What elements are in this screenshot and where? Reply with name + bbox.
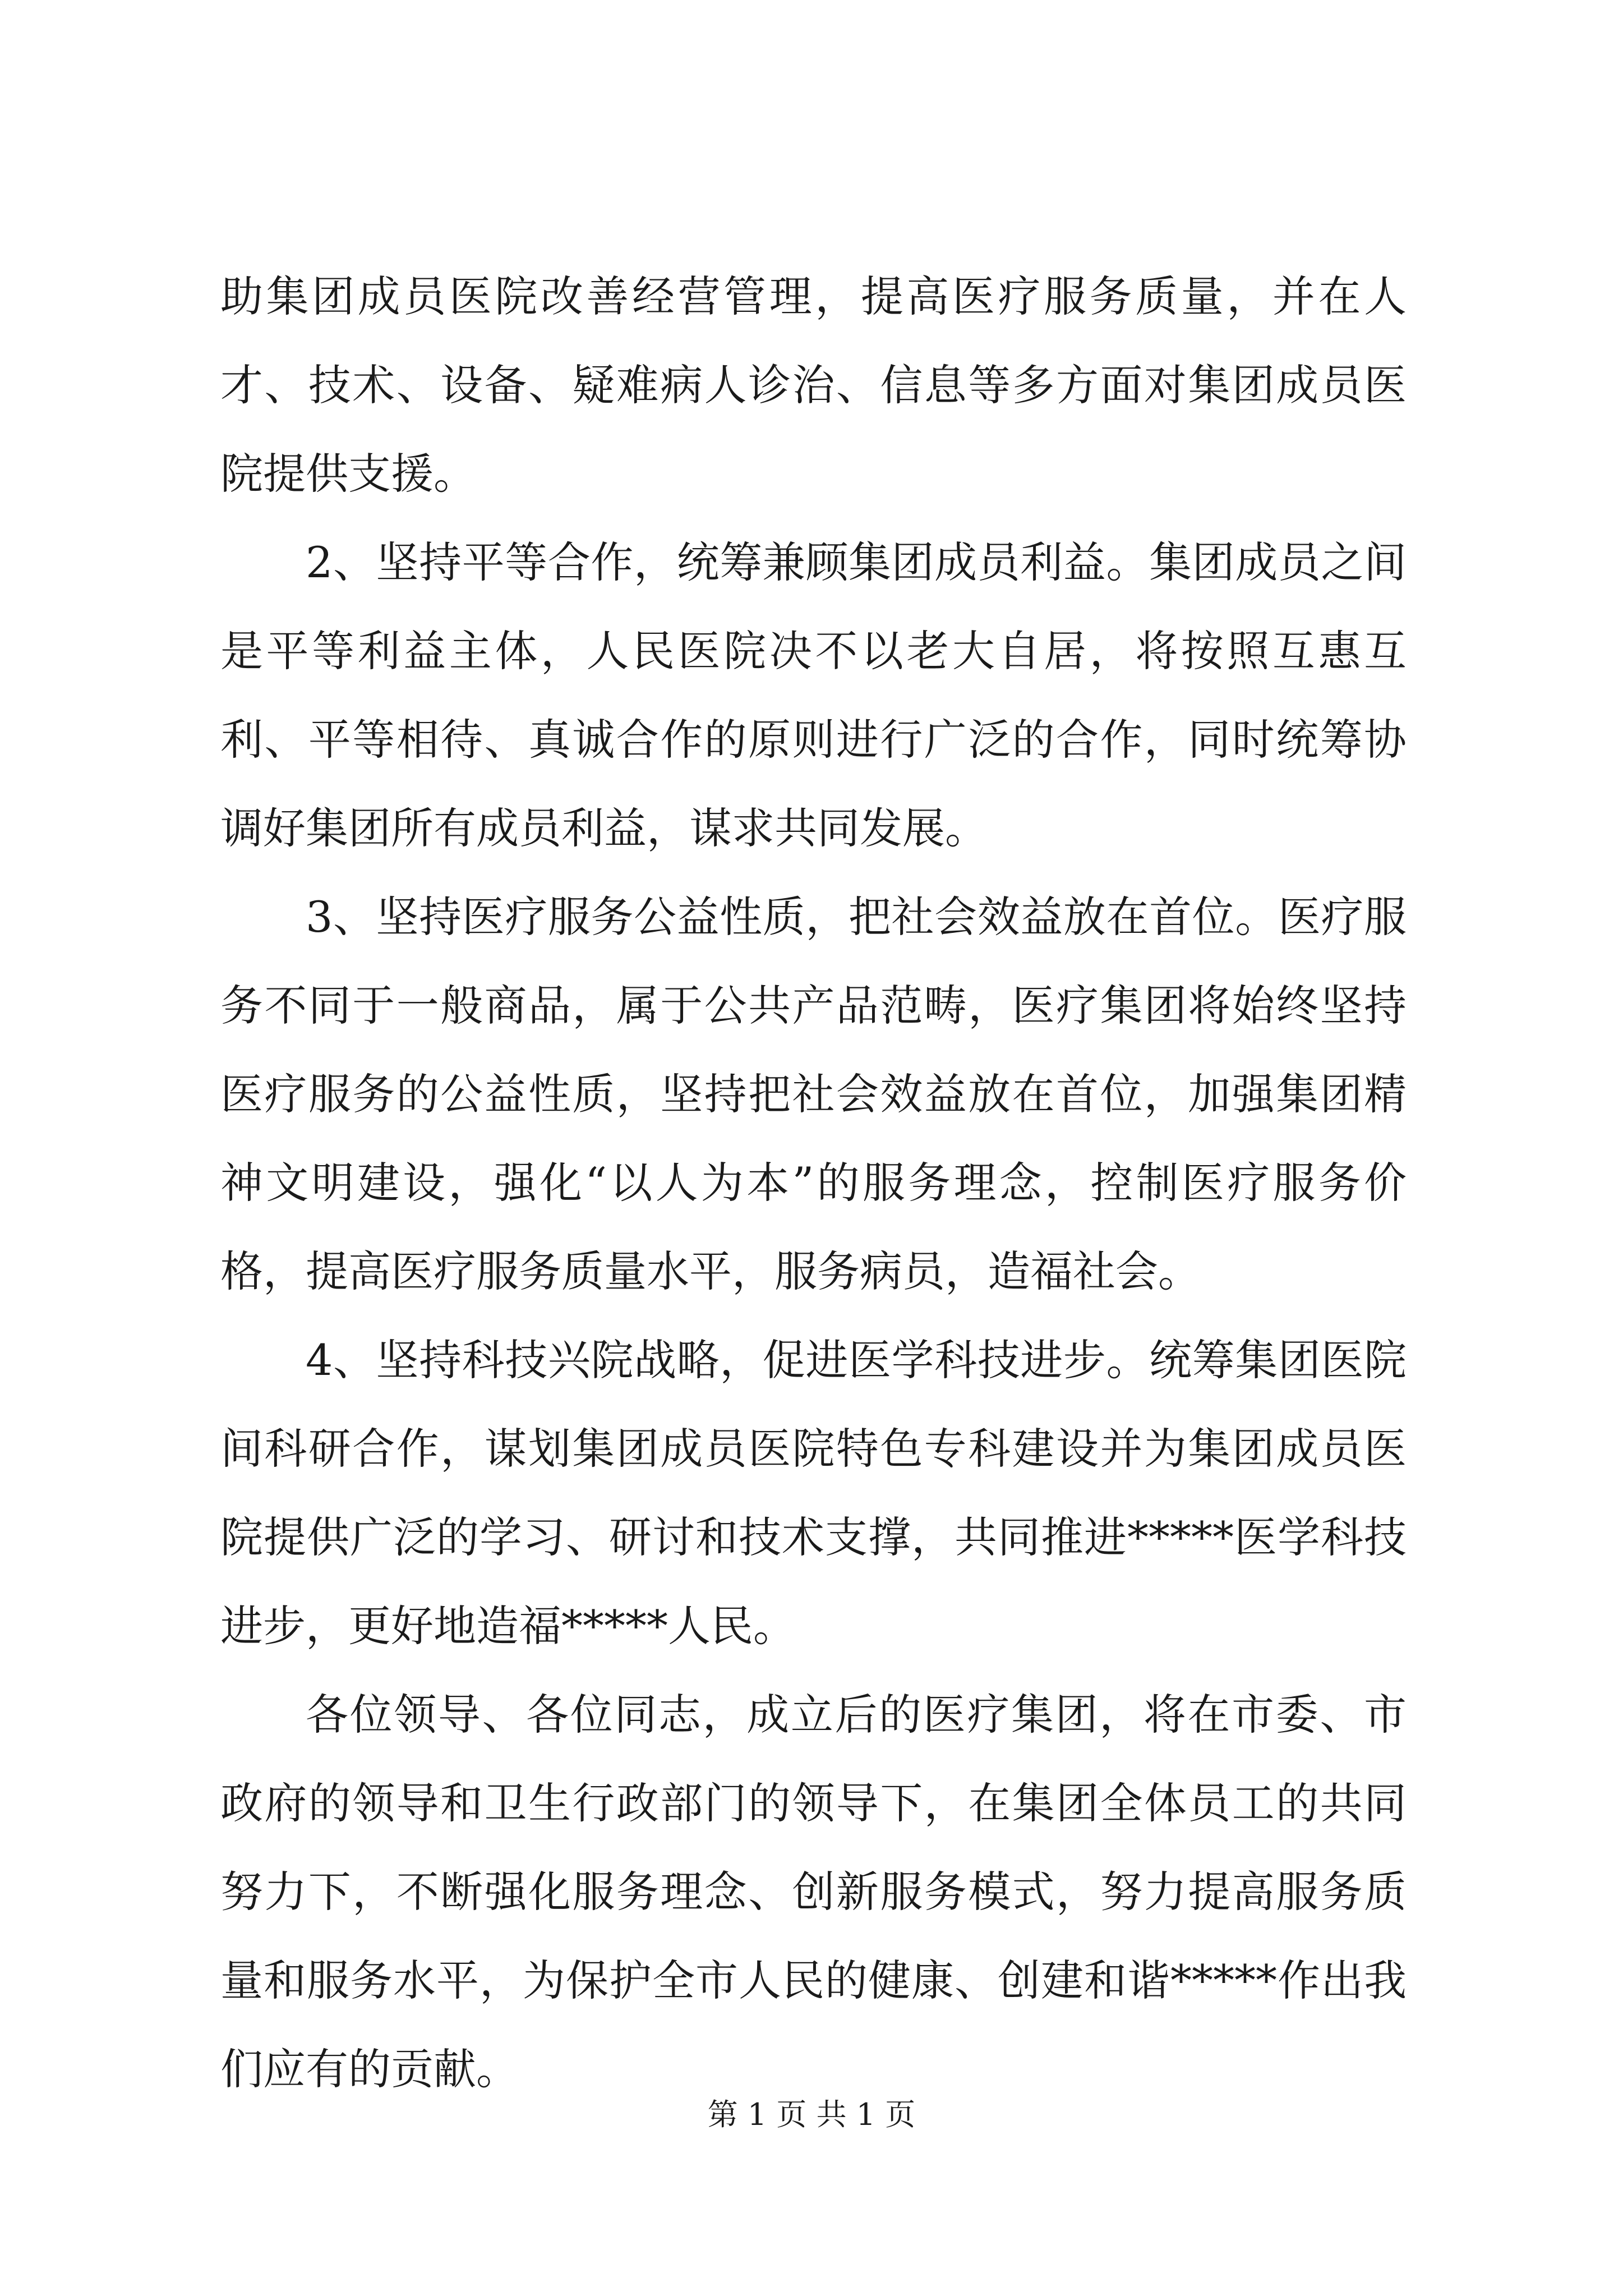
page-number-footer: 第 1 页 共 1 页 [707,2097,916,2132]
paragraph-1: 助集团成员医院改善经营管理，提高医疗服务质量，并在人才、技术、设备、疑难病人诊治、信息等多方面对集团成员医院提供支援。 [220,272,1407,499]
document-body [220,252,1407,2114]
paragraph-2: 2、坚持平等合作，统筹兼顾集团成员利益。集团成员之间是平等利益主体，人民医院决不以老大自居，将按照互惠互利、平等相待、真诚合作的原则进行广泛的合作，同时统筹协调好集团所有成员利益，谋求共同发展。 [220,537,1407,853]
paragraph-3: 3、坚持医疗服务公益性质，把社会效益放在首位。医疗服务不同于一般商品，属于公共产品范畴，医疗集团将始终坚持医疗服务的公益性质，坚持把社会效益放在首位，加强集团精神文明建设，强化“以人为本”的服务理念，控制医疗服务价格，提高医疗服务质量水平，服务病员，造福社会。 [220,892,1407,1296]
paragraph-4: 4、坚持科技兴院战略，促进医学科技进步。统筹集团医院间科研合作，谋划集团成员医院特色专科建设并为集团成员医院提供广泛的学习、研讨和技术支撑，共同推进*****医学科技进步，更好地造福*****人民。 [220,1335,1407,1651]
paragraph-5: 各位领导、各位同志，成立后的医疗集团，将在市委、市政府的领导和卫生行政部门的领导下，在集团全体员工的共同努力下，不断强化服务理念、创新服务模式，努力提高服务质量和服务水平，为保护全市人民的健康、创建和谐*****作出我们应有的贡献。 [220,1690,1407,2094]
